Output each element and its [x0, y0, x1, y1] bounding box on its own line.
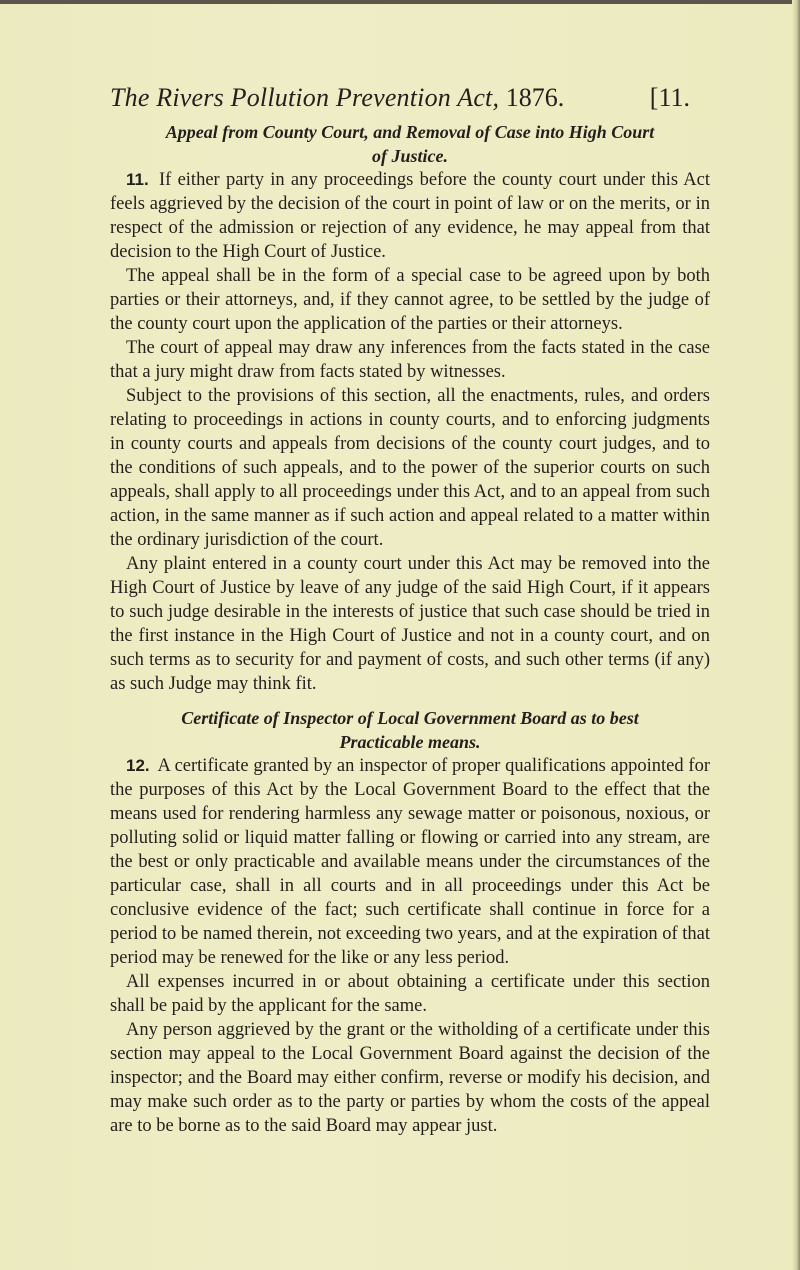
section-11 [110, 120, 710, 696]
section-12-paragraph-3: Any person aggrieved by the grant or the witholding of a certificate under this section may appeal to the Local Government Board against the decision of the inspector; and the Board may either confirm, reverse or modify his decision, and may make such order as to the party or parties by whom the costs of the appeal are to be borne as to the said Board may appear just. [110, 1020, 710, 1136]
running-head-section-ref: [11. [649, 83, 690, 112]
section-12-paragraph-1 [110, 754, 710, 970]
section-12-paragraph-1-text: A certificate granted by an inspector of proper qualifications appointed for the purposes of this Act by the Local Government Board to the effect that the means used for rendering harmless any sewage matter or poisonous, noxious, or polluting solid or liquid matter falling or flowing or carried into any stream, are the best or only practicable and available means under the circumstances of the particular case, shall in all courts and in all proceedings under this Act be conclusive evidence of the fact; such certificate shall continue in force for a period to be named therein, not exceeding two years, and at the expiration of that period may be renewed for the like or any less period. [110, 756, 711, 968]
section-11-paragraph-1-text: If either party in any proceedings before the county court under this Act feels aggrieved by the decision of the court in point of law or on the merits, or in respect of the admission or rejection of any evidence, he may appeal from that decision to the High Court of Justice. [110, 170, 710, 262]
running-head [110, 80, 710, 116]
running-head-title: The Rivers Pollution Prevention Act, [110, 83, 500, 112]
section-12 [110, 706, 710, 1138]
section-11-heading-line-1: Appeal from County Court, and Removal of Case into High Court [165, 122, 655, 142]
section-12-heading-line-2: Practicable means. [339, 732, 481, 752]
section-12-heading-line-1: Certificate of Inspector of Local Government Board as to best [181, 708, 639, 728]
section-11-paragraph-5: Any plaint entered in a county court under this Act may be removed into the High Court of Justice by leave of any judge of the said High Court, if it appears to such judge desirable in the interests of justice that such case should be tried in the first instance in the High Court of Justice and not in a county court, and on such terms as to security for and payment of costs, and such other terms (if any) as such Judge may think fit. [110, 554, 710, 694]
running-head-title-group [110, 80, 564, 116]
running-head-year: 1876. [505, 83, 565, 112]
section-11-heading-line-2: of Justice. [372, 146, 448, 166]
section-11-paragraph-3: The court of appeal may draw any inferences from the facts stated in the case that a jury might draw from facts stated by witnesses. [110, 338, 710, 382]
page-top-edge [0, 0, 800, 4]
section-12-number: 12. [126, 756, 150, 775]
page-right-edge [792, 0, 800, 1270]
section-12-paragraph-2: All expenses incurred in or about obtaining a certificate under this section shall be paid by the applicant for the same. [110, 972, 710, 1016]
section-11-paragraph-1 [110, 168, 710, 264]
section-11-paragraph-4: Subject to the provisions of this section, all the enactments, rules, and orders relating to proceedings in actions in county courts, and to enforcing judgments in county courts and appeals from decisions of the county court judges, and to the conditions of such appeals, and to the power of the superior courts on such appeals, shall apply to all proceedings under this Act, and to an appeal from such action, in the same manner as if such action and appeal related to a matter within the ordinary jurisdiction of the court. [110, 386, 710, 550]
section-11-number: 11. [126, 170, 149, 189]
section-11-paragraph-2: The appeal shall be in the form of a special case to be agreed upon by both parties or their attorneys, and, if they cannot agree, to be settled by the judge of the county court upon the application of the parties or their attorneys. [110, 266, 710, 334]
page-text-block [110, 80, 710, 1138]
